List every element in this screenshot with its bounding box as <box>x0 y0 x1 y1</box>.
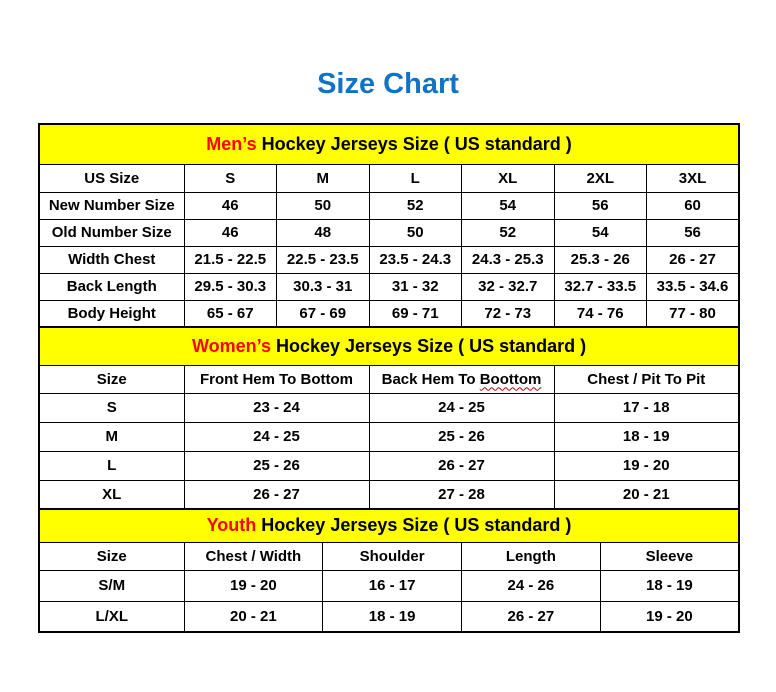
table-cell: 25 - 26 <box>369 422 554 451</box>
youth-header-row <box>39 542 739 570</box>
table-cell: 23 - 24 <box>184 393 369 422</box>
table-cell: 54 <box>462 192 555 219</box>
table-cell: 50 <box>369 219 462 246</box>
table-cell: 17 - 18 <box>554 393 739 422</box>
mens-col-header: 2XL <box>554 164 647 192</box>
table-cell: 24.3 - 25.3 <box>462 246 555 273</box>
table-cell: 16 - 17 <box>323 570 462 601</box>
youth-col-header: Length <box>462 542 601 570</box>
table-cell: 20 - 21 <box>554 480 739 509</box>
table-cell: 26 - 27 <box>647 246 740 273</box>
mens-col-header: 3XL <box>647 164 740 192</box>
mens-section-title-accent: Men’s <box>206 133 257 154</box>
table-cell: 26 - 27 <box>462 601 601 632</box>
table-row <box>39 393 739 422</box>
youth-size-table <box>38 508 740 633</box>
table-cell: 65 - 67 <box>184 300 277 327</box>
youth-section-title-text: Hockey Jerseys Size ( US standard ) <box>261 515 572 536</box>
table-row <box>39 480 739 509</box>
table-cell: 18 - 19 <box>600 570 739 601</box>
table-cell: 67 - 69 <box>277 300 370 327</box>
table-cell: 25 - 26 <box>184 451 369 480</box>
row-label: Old Number Size <box>39 219 184 246</box>
row-label: S/M <box>39 570 184 601</box>
table-cell: 31 - 32 <box>369 273 462 300</box>
table-cell: 25.3 - 26 <box>554 246 647 273</box>
table-cell: 60 <box>647 192 740 219</box>
table-row <box>39 601 739 632</box>
mens-col-header: L <box>369 164 462 192</box>
table-cell: 74 - 76 <box>554 300 647 327</box>
mens-section-band <box>39 124 739 164</box>
mens-col-header: M <box>277 164 370 192</box>
row-label: L/XL <box>39 601 184 632</box>
youth-col-header: Sleeve <box>600 542 739 570</box>
table-cell: 32.7 - 33.5 <box>554 273 647 300</box>
mens-col-header: US Size <box>39 164 184 192</box>
womens-section-title <box>39 327 739 365</box>
mens-section-title-text: Hockey Jerseys Size ( US standard ) <box>261 133 572 154</box>
table-row <box>39 451 739 480</box>
table-cell: 56 <box>647 219 740 246</box>
table-row <box>39 422 739 451</box>
table-cell: 77 - 80 <box>647 300 740 327</box>
size-chart-container <box>38 123 738 633</box>
table-cell: 24 - 26 <box>462 570 601 601</box>
womens-section-title-text: Hockey Jerseys Size ( US standard ) <box>275 335 587 356</box>
table-row <box>39 219 739 246</box>
table-cell: 19 - 20 <box>554 451 739 480</box>
row-label: L <box>39 451 184 480</box>
womens-col-header-misspelled-word: Boottom <box>479 370 542 388</box>
youth-section-title <box>39 509 739 542</box>
table-row <box>39 273 739 300</box>
youth-section-title-accent: Youth <box>206 515 257 536</box>
womens-col-header <box>369 365 554 393</box>
womens-col-header: Size <box>39 365 184 393</box>
row-label: Body Height <box>39 300 184 327</box>
row-label: S <box>39 393 184 422</box>
table-row <box>39 570 739 601</box>
table-cell: 56 <box>554 192 647 219</box>
womens-header-row <box>39 365 739 393</box>
youth-section-band <box>39 509 739 542</box>
table-row <box>39 300 739 327</box>
table-cell: 21.5 - 22.5 <box>184 246 277 273</box>
womens-col-header: Chest / Pit To Pit <box>554 365 739 393</box>
table-cell: 69 - 71 <box>369 300 462 327</box>
table-cell: 19 - 20 <box>184 570 323 601</box>
youth-col-header: Size <box>39 542 184 570</box>
table-cell: 24 - 25 <box>184 422 369 451</box>
row-label: XL <box>39 480 184 509</box>
womens-col-header-text: Back Hem To <box>381 370 476 388</box>
table-cell: 29.5 - 30.3 <box>184 273 277 300</box>
table-cell: 26 - 27 <box>184 480 369 509</box>
table-cell: 18 - 19 <box>323 601 462 632</box>
womens-col-header: Front Hem To Bottom <box>184 365 369 393</box>
table-cell: 52 <box>369 192 462 219</box>
page-title: Size Chart <box>317 68 459 100</box>
mens-section-title <box>39 124 739 164</box>
row-label: New Number Size <box>39 192 184 219</box>
table-cell: 52 <box>462 219 555 246</box>
row-label: Back Length <box>39 273 184 300</box>
table-cell: 26 - 27 <box>369 451 554 480</box>
table-cell: 46 <box>184 219 277 246</box>
row-label: Width Chest <box>39 246 184 273</box>
table-cell: 22.5 - 23.5 <box>277 246 370 273</box>
table-cell: 54 <box>554 219 647 246</box>
table-cell: 18 - 19 <box>554 422 739 451</box>
womens-size-table <box>38 326 740 510</box>
mens-header-row <box>39 164 739 192</box>
row-label: M <box>39 422 184 451</box>
table-cell: 27 - 28 <box>369 480 554 509</box>
womens-section-title-accent: Women’s <box>191 335 271 356</box>
table-cell: 50 <box>277 192 370 219</box>
table-cell: 72 - 73 <box>462 300 555 327</box>
table-row <box>39 246 739 273</box>
table-cell: 48 <box>277 219 370 246</box>
youth-col-header: Shoulder <box>323 542 462 570</box>
table-cell: 33.5 - 34.6 <box>647 273 740 300</box>
table-cell: 24 - 25 <box>369 393 554 422</box>
table-row <box>39 192 739 219</box>
mens-col-header: S <box>184 164 277 192</box>
womens-section-band <box>39 327 739 365</box>
mens-col-header: XL <box>462 164 555 192</box>
table-cell: 23.5 - 24.3 <box>369 246 462 273</box>
table-cell: 20 - 21 <box>184 601 323 632</box>
mens-size-table <box>38 123 740 328</box>
table-cell: 30.3 - 31 <box>277 273 370 300</box>
table-cell: 19 - 20 <box>600 601 739 632</box>
youth-col-header: Chest / Width <box>184 542 323 570</box>
table-cell: 46 <box>184 192 277 219</box>
table-cell: 32 - 32.7 <box>462 273 555 300</box>
